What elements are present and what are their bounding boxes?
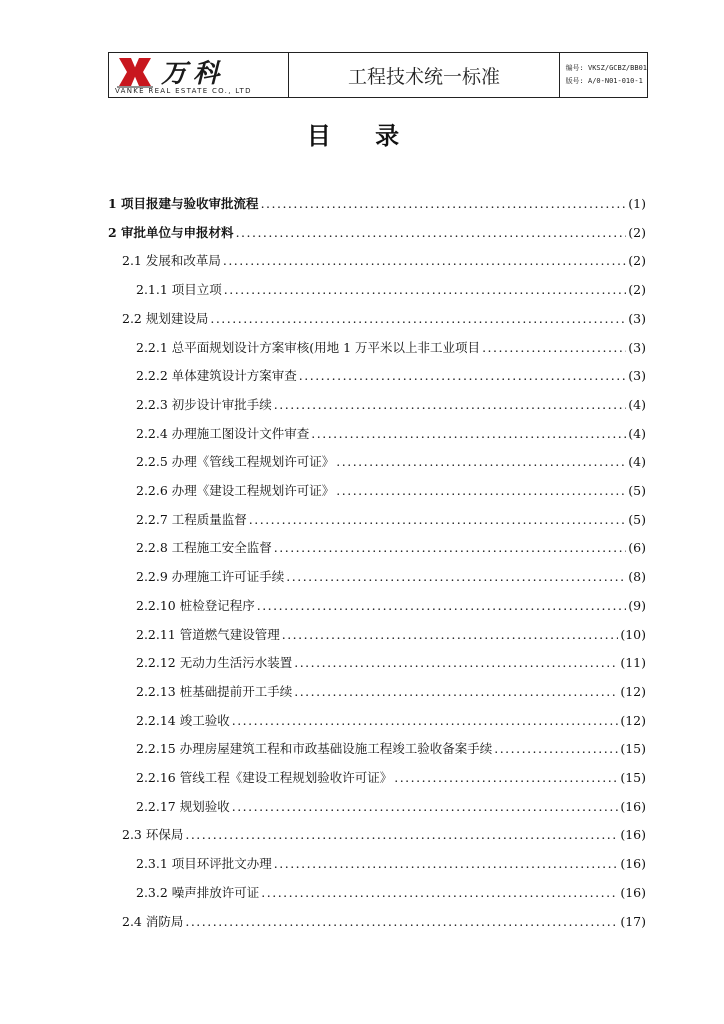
toc-entry-title: 2.2.7 工程质量监督 bbox=[136, 511, 247, 527]
toc-entry-title: 2.3 环保局 bbox=[122, 827, 184, 843]
toc-entry[interactable] bbox=[136, 567, 646, 587]
toc-entry[interactable] bbox=[136, 768, 646, 788]
toc-leader-dots bbox=[286, 567, 626, 587]
toc-entry-title: 2.3.1 项目环评批文办理 bbox=[136, 856, 272, 872]
toc-leader-dots bbox=[232, 711, 619, 731]
toc-leader-dots bbox=[336, 452, 626, 472]
toc-leader-dots bbox=[299, 366, 627, 386]
toc-entry-title: 2.3.2 噪声排放许可证 bbox=[136, 884, 260, 900]
toc-entry-page: (2) bbox=[628, 282, 646, 298]
toc-entry[interactable] bbox=[136, 854, 646, 874]
toc-entry-title: 2.1.1 项目立项 bbox=[136, 282, 222, 298]
toc-entry[interactable] bbox=[136, 739, 646, 759]
header-meta bbox=[560, 53, 647, 97]
toc-entry-page: (12) bbox=[620, 683, 646, 699]
toc-entry[interactable] bbox=[122, 251, 646, 271]
toc-entry-title: 2.2.4 办理施工图设计文件审查 bbox=[136, 425, 310, 441]
toc-entry[interactable] bbox=[136, 366, 646, 386]
header-title: 工程技术统一标准 bbox=[289, 53, 559, 97]
toc-leader-dots bbox=[224, 280, 627, 300]
toc-entry-title: 2.2.6 办理《建设工程规划许可证》 bbox=[136, 483, 335, 498]
toc-entry-title: 2.2.11 管道燃气建设管理 bbox=[136, 626, 280, 642]
document-code: 编号: VKSZ/GCBZ/BB01 bbox=[565, 64, 647, 72]
toc-entry-title: 2 审批单位与申报材料 bbox=[108, 224, 234, 240]
toc-entry[interactable] bbox=[122, 825, 646, 845]
page-title: 目 录 bbox=[306, 121, 418, 150]
toc-leader-dots bbox=[274, 854, 619, 874]
toc-entry[interactable] bbox=[122, 309, 646, 329]
toc-leader-dots bbox=[274, 395, 627, 415]
toc-leader-dots bbox=[257, 596, 627, 616]
logo-chinese-name: 万科 bbox=[161, 59, 226, 89]
toc-entry[interactable] bbox=[108, 194, 646, 214]
toc-entry-title: 2.2.3 初步设计审批手续 bbox=[136, 396, 272, 412]
toc-leader-dots bbox=[394, 768, 618, 788]
toc-entry-page: (12) bbox=[620, 712, 646, 728]
toc-entry-page: (5) bbox=[628, 511, 646, 527]
toc-entry-title: 2.2.9 办理施工许可证手续 bbox=[136, 569, 285, 585]
toc-entry-page: (10) bbox=[620, 626, 646, 642]
document-header bbox=[108, 52, 648, 98]
toc-entry-page: (2) bbox=[628, 253, 646, 269]
toc-entry-page: (8) bbox=[628, 569, 646, 585]
toc-leader-dots bbox=[282, 625, 619, 645]
toc-entry-title: 2.2.10 桩检登记程序 bbox=[136, 597, 255, 613]
toc-entry-title: 2.2.8 工程施工安全监督 bbox=[136, 540, 272, 556]
toc-leader-dots bbox=[294, 653, 618, 673]
toc-entry[interactable] bbox=[136, 797, 646, 817]
toc-entry-page: (16) bbox=[620, 827, 646, 843]
toc-entry[interactable] bbox=[136, 711, 646, 731]
toc-entry[interactable] bbox=[136, 481, 646, 501]
toc-leader-dots bbox=[261, 883, 618, 903]
toc-leader-dots bbox=[185, 825, 618, 845]
toc-entry-page: (1) bbox=[628, 196, 646, 211]
company-logo bbox=[109, 53, 289, 97]
toc-entry-page: (9) bbox=[628, 597, 646, 613]
toc-leader-dots bbox=[261, 194, 627, 214]
toc-entry[interactable] bbox=[136, 338, 646, 358]
toc-entry-page: (2) bbox=[628, 224, 646, 240]
toc-leader-dots bbox=[336, 481, 626, 501]
logo-english-name: VANKE REAL ESTATE CO., LTD bbox=[115, 87, 252, 95]
toc-entry-page: (17) bbox=[620, 913, 646, 929]
toc-entry-page: (15) bbox=[620, 741, 646, 757]
toc-leader-dots bbox=[311, 424, 626, 444]
toc-entry[interactable] bbox=[136, 280, 646, 300]
vanke-logo-icon bbox=[117, 56, 153, 88]
toc-entry[interactable] bbox=[136, 538, 646, 558]
toc-entry-title: 2.4 消防局 bbox=[122, 913, 184, 929]
toc-entry[interactable] bbox=[136, 395, 646, 415]
toc-entry-title: 2.2.14 竣工验收 bbox=[136, 712, 230, 728]
toc-leader-dots bbox=[249, 510, 627, 530]
toc-entry[interactable] bbox=[136, 625, 646, 645]
toc-entry-title: 1 项目报建与验收审批流程 bbox=[108, 196, 259, 211]
toc-entry-page: (3) bbox=[628, 310, 646, 326]
toc-leader-dots bbox=[236, 223, 627, 243]
toc-entry-page: (11) bbox=[620, 655, 646, 671]
toc-entry-title: 2.2.5 办理《管线工程规划许可证》 bbox=[136, 454, 335, 470]
toc-entry-page: (4) bbox=[628, 454, 646, 470]
toc-leader-dots bbox=[494, 739, 618, 759]
toc-entry-page: (6) bbox=[628, 540, 646, 556]
toc-entry-title: 2.2 规划建设局 bbox=[122, 310, 209, 326]
toc-entry-page: (16) bbox=[620, 884, 646, 900]
toc-leader-dots bbox=[482, 338, 626, 358]
toc-entry[interactable] bbox=[136, 510, 646, 530]
toc-entry-page: (15) bbox=[620, 770, 646, 785]
toc-leader-dots bbox=[294, 682, 618, 702]
toc-entry-page: (4) bbox=[628, 425, 646, 441]
toc-entry-title: 2.2.12 无动力生活污水装置 bbox=[136, 655, 293, 671]
toc-entry-title: 2.1 发展和改革局 bbox=[122, 253, 221, 269]
toc-leader-dots bbox=[185, 912, 618, 932]
toc-entry-page: (3) bbox=[628, 339, 646, 355]
toc-entry-title: 2.2.1 总平面规划设计方案审核(用地 1 万平米以上非工业项目 bbox=[136, 339, 481, 355]
toc-entry[interactable] bbox=[122, 912, 646, 932]
toc-entry[interactable] bbox=[136, 596, 646, 616]
toc-entry[interactable] bbox=[136, 452, 646, 472]
toc-entry[interactable] bbox=[136, 883, 646, 903]
toc-entry[interactable] bbox=[136, 653, 646, 673]
toc-leader-dots bbox=[223, 251, 626, 271]
toc-entry[interactable] bbox=[136, 424, 646, 444]
toc-entry-title: 2.2.16 管线工程《建设工程规划验收许可证》 bbox=[136, 770, 393, 785]
toc-leader-dots bbox=[232, 797, 619, 817]
toc-leader-dots bbox=[274, 538, 627, 558]
toc-entry[interactable] bbox=[108, 223, 646, 243]
document-version: 版号: A/0-N01-010-1 bbox=[565, 77, 643, 85]
toc-entry-page: (3) bbox=[628, 368, 646, 384]
toc-entry-title: 2.2.17 规划验收 bbox=[136, 798, 230, 814]
toc-entry-title: 2.2.2 单体建筑设计方案审查 bbox=[136, 368, 297, 384]
toc-entry-page: (4) bbox=[628, 396, 646, 412]
toc-leader-dots bbox=[210, 309, 626, 329]
toc-entry-title: 2.2.13 桩基础提前开工手续 bbox=[136, 683, 293, 699]
toc-entry-page: (16) bbox=[620, 798, 646, 814]
toc-entry-page: (5) bbox=[628, 483, 646, 498]
toc-entry-title: 2.2.15 办理房屋建筑工程和市政基础设施工程竣工验收备案手续 bbox=[136, 741, 493, 757]
toc-entry[interactable] bbox=[136, 682, 646, 702]
toc-entry-page: (16) bbox=[620, 856, 646, 872]
